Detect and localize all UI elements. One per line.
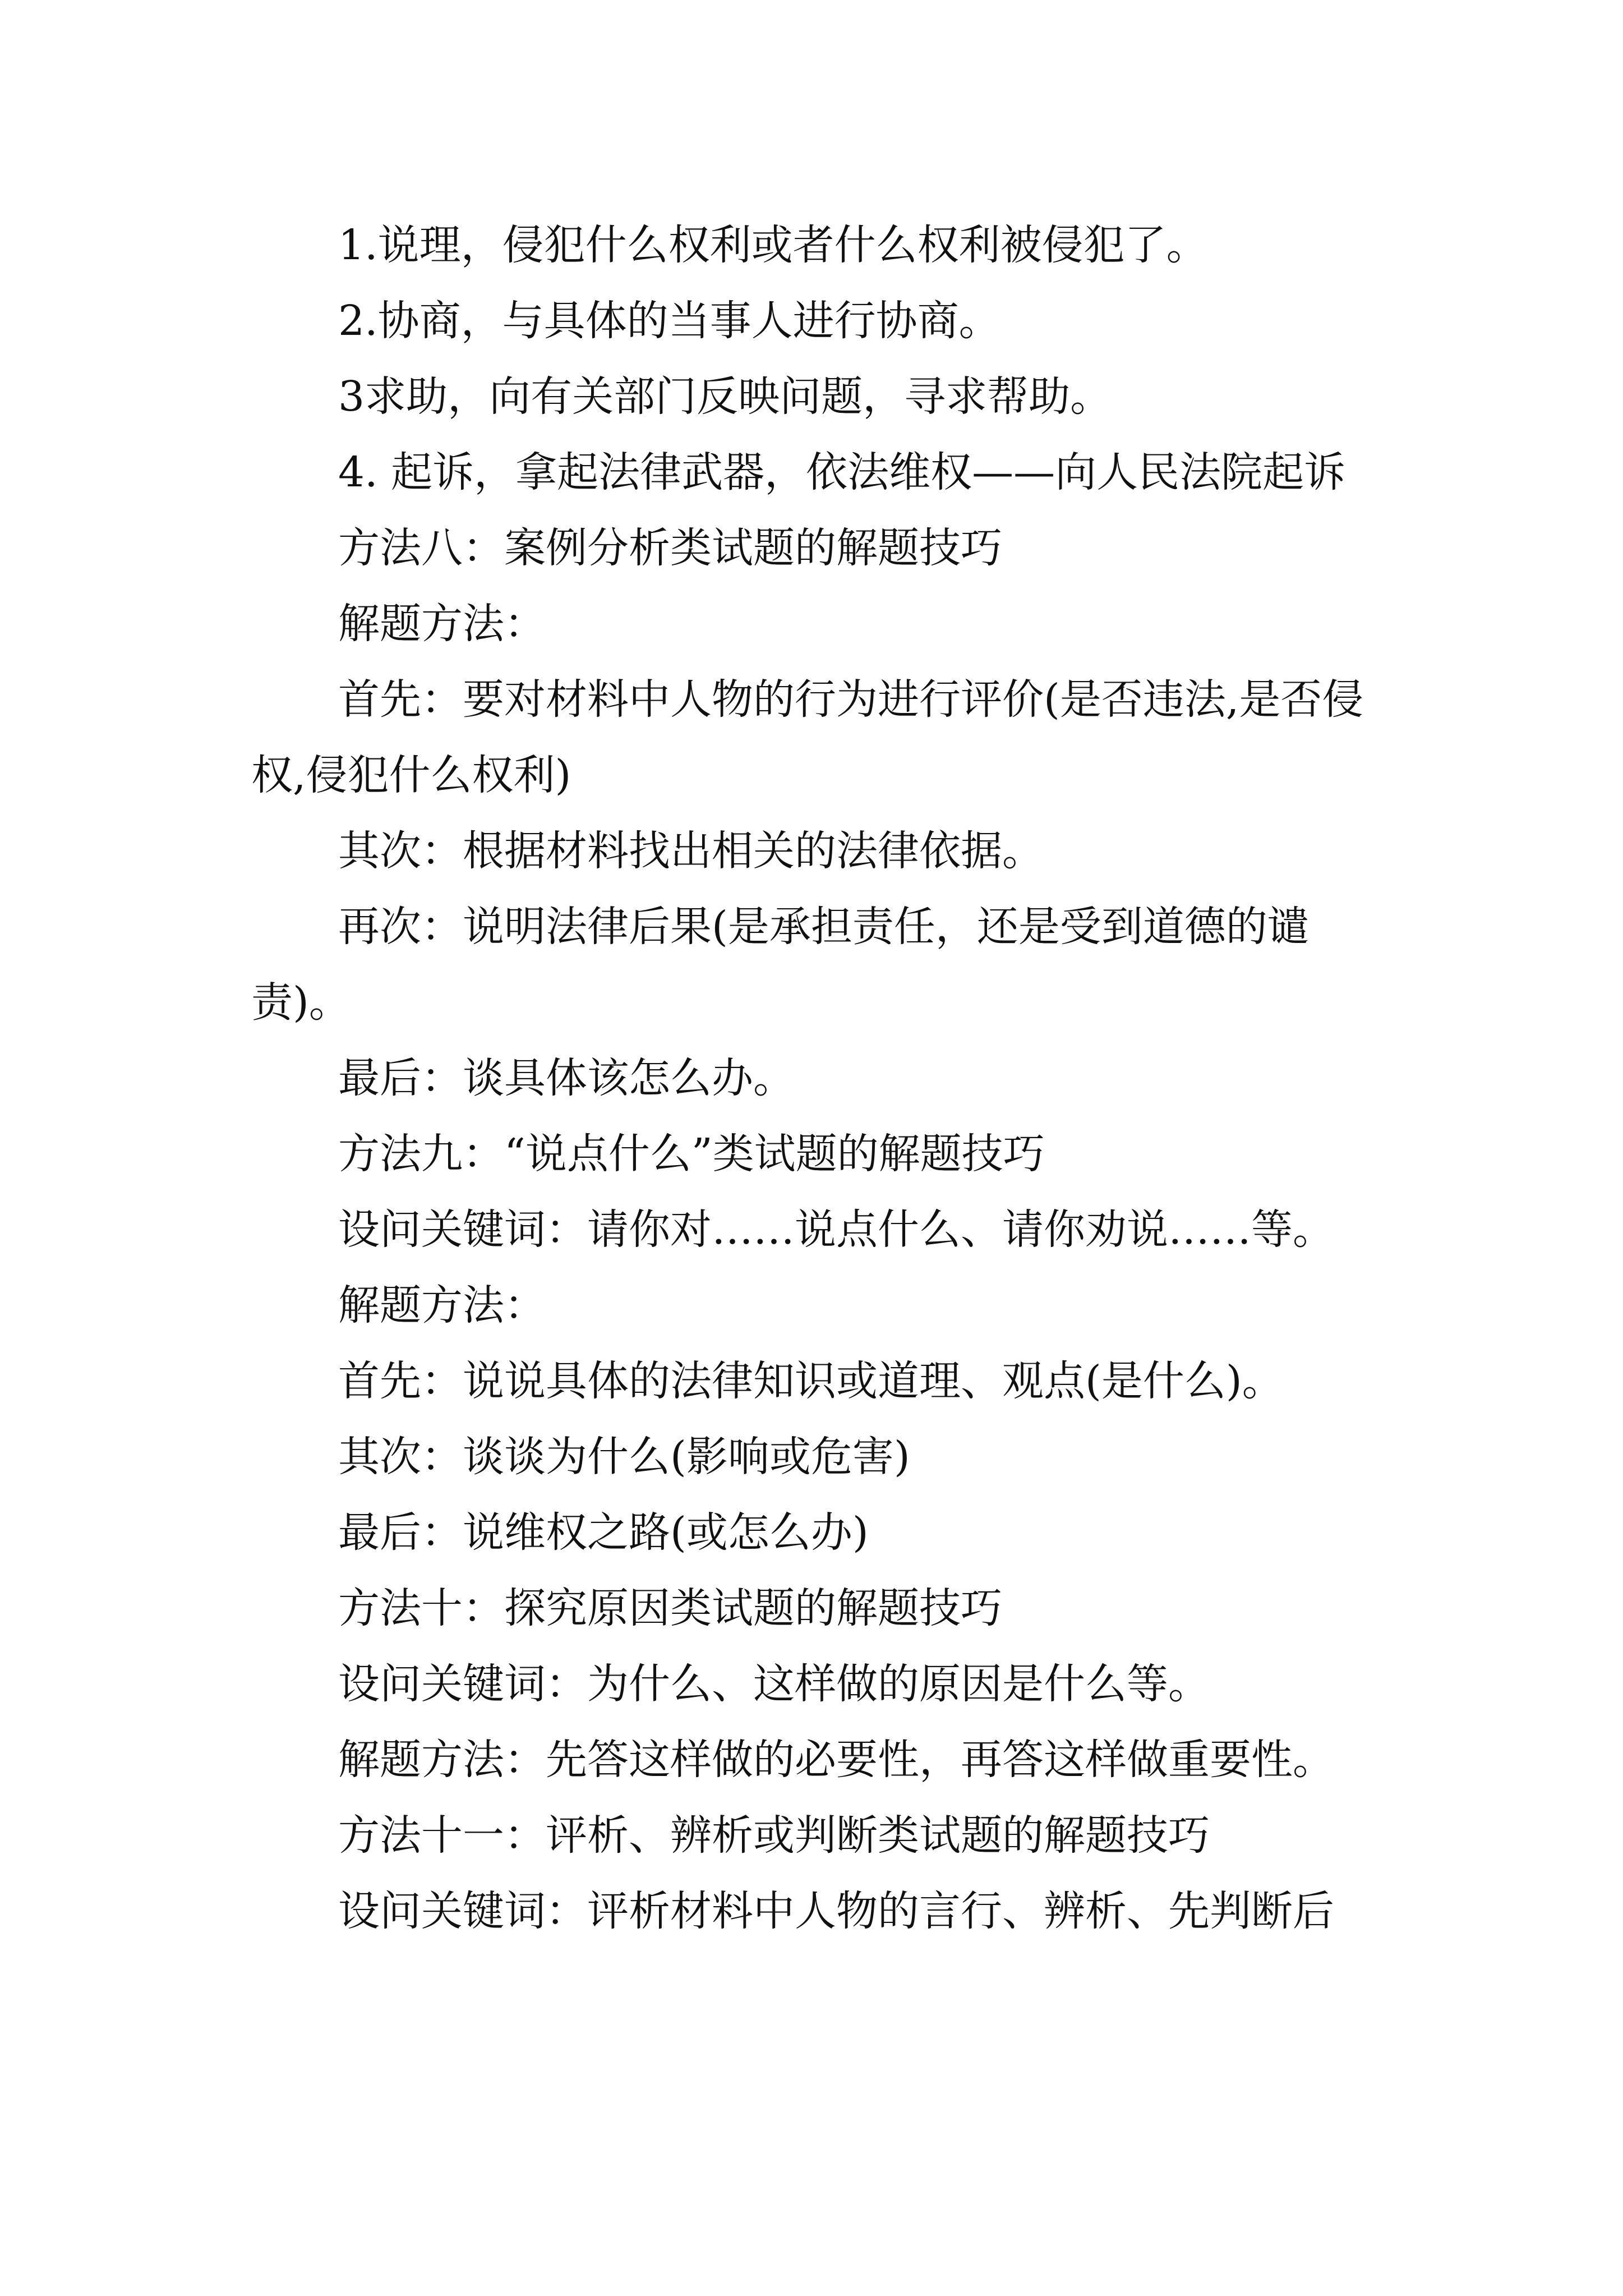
paragraph-step-1: 1.说理，侵犯什么权利或者什么权利被侵犯了。 [338, 221, 1208, 269]
paragraph-solution-label-9: 解题方法： [338, 1281, 546, 1329]
paragraph-first-9: 首先：说说具体的法律知识或道理、观点(是什么)。 [338, 1357, 1284, 1405]
paragraph-second: 其次：根据材料找出相关的法律依据。 [338, 827, 1044, 875]
heading-method-11: 方法十一：评析、辨析或判断类试题的解题技巧 [338, 1811, 1210, 1860]
paragraph-keywords-9: 设问关键词：请你对……说点什么、请你劝说……等。 [338, 1205, 1334, 1254]
heading-method-10: 方法十：探究原因类试题的解题技巧 [338, 1584, 1002, 1632]
paragraph-solution-label: 解题方法： [338, 600, 546, 648]
paragraph-keywords-10: 设问关键词：为什么、这样做的原因是什么等。 [338, 1660, 1210, 1708]
heading-method-9: 方法九：“说点什么”类试题的解题技巧 [338, 1130, 1045, 1178]
paragraph-second-9: 其次：谈谈为什么(影响或危害) [338, 1433, 910, 1481]
paragraph-last: 最后：谈具体该怎么办。 [338, 1054, 795, 1102]
document-body [251, 208, 1373, 1949]
paragraph-first: 首先：要对材料中人物的行为进行评价(是否违法,是否侵权,侵犯什么权利) [251, 675, 1364, 799]
paragraph-keywords-11: 设问关键词：评析材料中人物的言行、辨析、先判断后 [338, 1887, 1334, 1935]
paragraph-step-3: 3求助，向有关部门反映问题，寻求帮助。 [338, 372, 1112, 421]
heading-method-8: 方法八：案例分析类试题的解题技巧 [338, 524, 1002, 572]
paragraph-step-2: 2.协商，与具体的当事人进行协商。 [338, 297, 1000, 345]
paragraph-step-4: 4. 起诉，拿起法律武器，依法维权——向人民法院起诉 [338, 448, 1346, 496]
paragraph-third: 再次：说明法律后果(是承担责任，还是受到道德的谴责)。 [251, 903, 1309, 1027]
paragraph-solution-10: 解题方法：先答这样做的必要性，再答这样做重要性。 [338, 1736, 1334, 1784]
paragraph-last-9: 最后：说维权之路(或怎么办) [338, 1508, 869, 1557]
